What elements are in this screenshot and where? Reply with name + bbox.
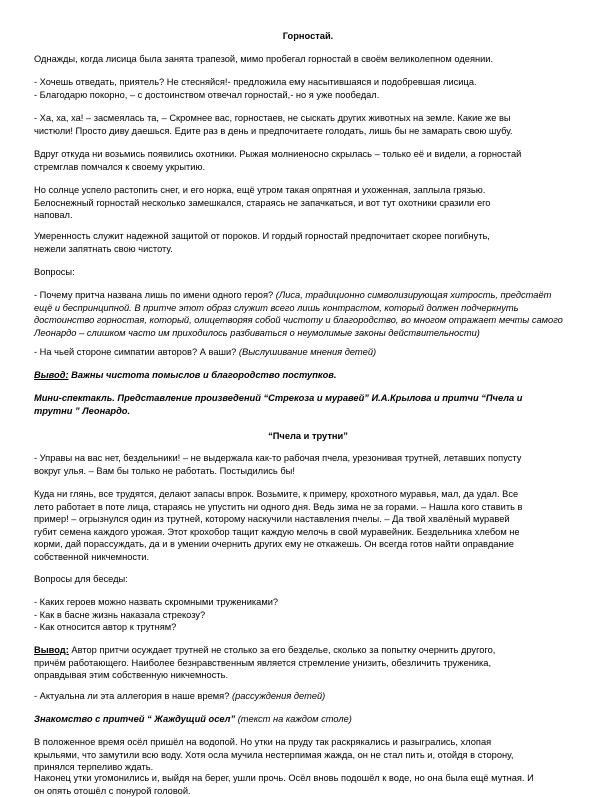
donkey-paragraph-1: В положенное время осёл пришёл на водопой. Но утки на пруду так раскрякались и разыгрались, хлопая крыльями, что замутили всю воду. Хотя осла мучила нестерпимая жажда, он не стал пить и, отойдя в сторону, принялся терпеливо ждать.: [34, 737, 514, 773]
conclusion-1: Вывод: Важны чистота помыслов и благородство поступков.: [34, 370, 337, 380]
bee-paragraph-2: Куда ни глянь, все трудятся, делают запасы впрок. Возьмите, к примеру, крохотного муравья, мал, да удал. Все лето работает в поте лица, стараясь не упустить ни одного дня. Ведь зима не за горами. – Нашла кого ставить в пример! – огрызнулся один из трутней, которому наскучили наставления пчелы. – Да твой хвалёный муравей губит семена каждого урожая. Этот крохобор тащит каждую мелочь в свой муравейник. Бездельника хлебом не корми, дай порассуждать, да и в умении очернить других ему не откажешь. Он всегда готов найти оправдание собственной никчемности.: [34, 489, 523, 562]
question-1: - Почему притча названа лишь по имени одного героя? (Лиса, традиционно символизирующая хитрость, предстаёт ещё и беспринципной. В притче этот образ служит всего лишь контрастом, который должен подчеркнуть достоинство горностая, который, олицетворяя собой чистоту и благородство, во многом отражает мечты самого Леонардо – слишком часто им приходилось разбиваться о неумолимые законы действительности): [34, 290, 563, 338]
questions-label: Вопросы:: [34, 267, 75, 277]
mini-performance: Мини-спектакль. Представление произведений “Стрекоза и муравей” И.А.Крылова и притчи “Пчела и трутни ” Леонардо.: [34, 393, 523, 416]
fox-paragraph-1: Однажды, когда лисица была занята трапезой, мимо пробегал горностай в своём великолепном одеянии.: [34, 54, 494, 64]
donkey-paragraph-2: Наконец утки угомонились и, выйдя на берег, ушли прочь. Осёл вновь подошёл к воде, но она была ещё мутная. И он опять отошёл с понурой головой.: [34, 773, 534, 796]
conversation-label: Вопросы для беседы:: [34, 574, 128, 584]
fox-moral: Умеренность служит надежной защитой от пороков. И гордый горностай предпочитает скорее погибнуть, нежели запятнать свою чистоту.: [34, 231, 490, 254]
title-fox: Горностай.: [282, 31, 334, 41]
donkey-intro: Знакомство с притчей “ Жаждущий осел” (текст на каждом столе): [34, 714, 352, 724]
fox-paragraph-4: - Ха, ха, ха! – засмеялась та, – Скромнее вас, горностаев, не сыскать других животных на земле. Какие же вы чистюли! Просто диву даешься. Едите раз в день и предпочитаете голодать, лишь бы не замарать свою шубу.: [34, 113, 513, 136]
list-item: - Каких героев можно назвать скромными тружениками?: [34, 597, 279, 607]
fox-paragraph-3: - Благодарю покорно, – с достоинством отвечал горностай,- но я уже пообедал.: [34, 90, 380, 100]
conclusion-2: Вывод: Автор притчи осуждает трутней не столько за его безделье, сколько за попытку очернить другого, причём работающего. Наиболее безнравственным является стремление унизить, обезличить труженика, оправдывая этим собственную никчемность.: [34, 645, 496, 681]
fox-paragraph-6: Но солнце успело растопить снег, и его норка, ещё утром такая опрятная и ухоженная, заплыла грязью. Белоснежный горностай несколько замешкался, стараясь не запачкаться, и вот тут охотники сразили его наповал.: [34, 185, 491, 221]
list-item: - Как в басне жизнь наказала стрекозу?: [34, 609, 206, 620]
fox-paragraph-5: Вдруг откуда ни возьмись появились охотники. Рыжая молниеносно скрылась – только её и видели, а горностай стремглав помчался к своему укрытию.: [34, 149, 522, 172]
conversation-questions: [34, 596, 582, 634]
bee-paragraph-1: - Управы на вас нет, бездельники! – не выдержала как-то рабочая пчела, урезонивая трутней, летавших попусту вокруг улья. – Вам бы только не работать. Постыдились бы!: [34, 453, 522, 476]
title-bee: “Пчела и трутни”: [268, 431, 348, 441]
list-item: - Как относится автор к трутням?: [34, 622, 177, 633]
question-2: - На чьей стороне симпатии авторов? А ваши? (Выслушивание мнения детей): [34, 347, 377, 357]
fox-paragraph-2: - Хочешь отведать, приятель? Не стесняйся!- предложила ему насытившаяся и подобревшая лисица.: [34, 77, 477, 87]
actuality-question: - Актуальна ли эта аллегория в наше время? (рассуждения детей): [34, 691, 326, 701]
